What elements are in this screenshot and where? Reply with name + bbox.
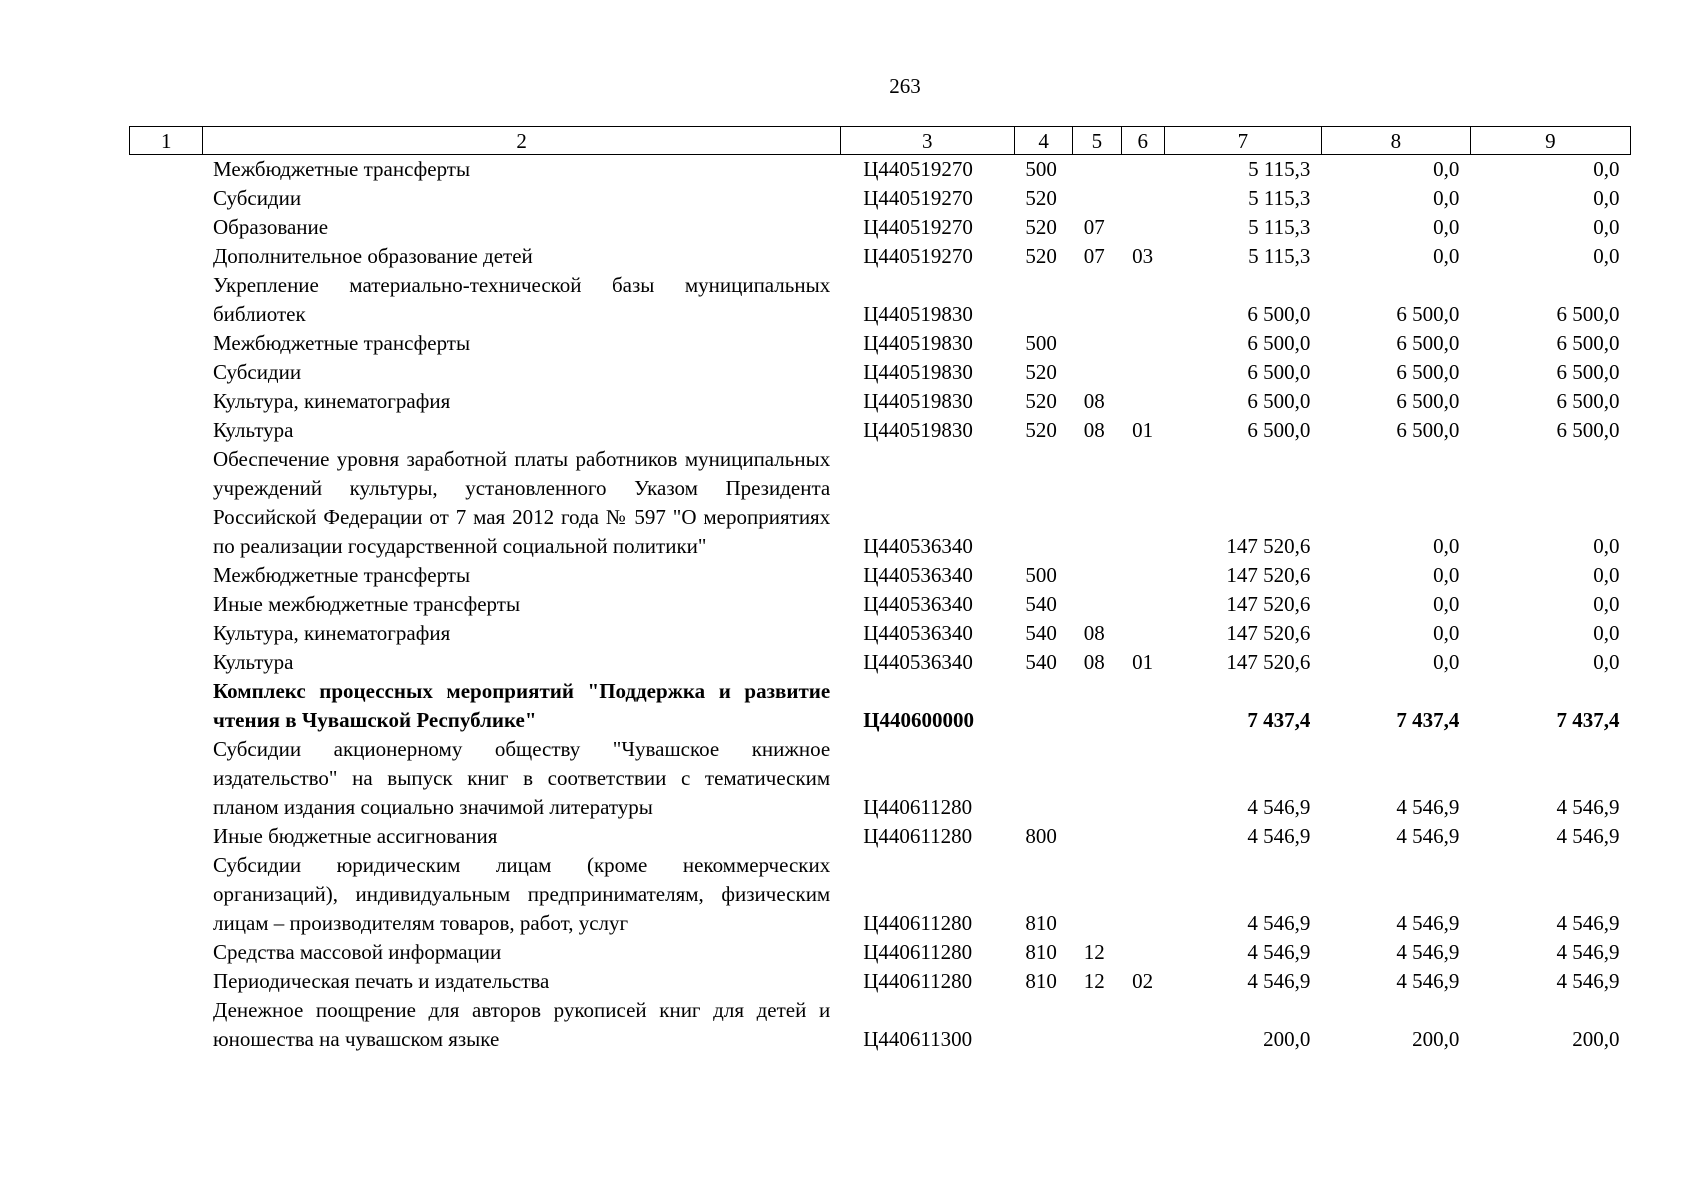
row-expense-type: 810 [1025, 940, 1057, 964]
row-code: Ц440611300 [863, 1027, 973, 1051]
cell-col-1 [130, 387, 203, 416]
cell-col-1 [130, 329, 203, 358]
row-value-7: 5 115,3 [1248, 186, 1311, 210]
row-expense-type: 520 [1025, 360, 1057, 384]
row-code: Ц440519830 [863, 389, 973, 413]
table-row [130, 967, 1631, 996]
row-value-8: 7 437,4 [1396, 708, 1460, 732]
row-value-8: 0,0 [1433, 650, 1460, 674]
row-name: Иные межбюджетные трансферты [212, 592, 521, 616]
row-subsection [1121, 590, 1164, 619]
row-code: Ц440519830 [863, 360, 973, 384]
row-section [1073, 561, 1121, 590]
row-value-9: 0,0 [1593, 157, 1620, 181]
row-value-9: 6 500,0 [1556, 389, 1620, 413]
table-row [130, 242, 1631, 271]
row-code: Ц440611280 [863, 911, 973, 935]
row-subsection [1121, 329, 1164, 358]
row-value-9: 4 546,9 [1556, 795, 1620, 819]
row-subsection [1121, 619, 1164, 648]
row-code: Ц440519830 [863, 302, 973, 326]
header-col-4: 4 [1014, 127, 1072, 155]
row-section [1073, 445, 1121, 561]
row-code: Ц440519830 [863, 418, 973, 442]
header-col-5: 5 [1073, 127, 1121, 155]
row-value-9: 7 437,4 [1556, 708, 1620, 732]
row-expense-type: 540 [1025, 592, 1057, 616]
table-row [130, 184, 1631, 213]
row-value-8: 0,0 [1433, 186, 1460, 210]
row-name: Субсидии [212, 360, 302, 384]
row-value-8: 4 546,9 [1396, 824, 1460, 848]
row-code: Ц440519270 [863, 215, 973, 239]
row-name: Образование [212, 215, 329, 239]
row-expense-type: 520 [1025, 389, 1057, 413]
row-value-9: 4 546,9 [1556, 969, 1620, 993]
row-value-7: 147 520,6 [1226, 650, 1311, 674]
row-code: Ц440536340 [863, 534, 973, 558]
row-expense-type [1014, 996, 1072, 1054]
header-col-3: 3 [840, 127, 1014, 155]
row-code: Ц440536340 [863, 621, 973, 645]
row-section [1073, 271, 1121, 329]
row-expense-type: 520 [1025, 215, 1057, 239]
row-value-7: 4 546,9 [1247, 911, 1311, 935]
row-value-8: 4 546,9 [1396, 969, 1460, 993]
row-value-7: 6 500,0 [1247, 302, 1311, 326]
cell-col-1 [130, 822, 203, 851]
row-section [1073, 851, 1121, 938]
table-row [130, 445, 1631, 561]
row-value-9: 6 500,0 [1556, 418, 1620, 442]
table-row [130, 358, 1631, 387]
row-value-9: 4 546,9 [1556, 911, 1620, 935]
table-header [130, 127, 1631, 155]
row-section [1073, 822, 1121, 851]
row-value-7: 5 115,3 [1248, 244, 1311, 268]
row-name: Культура [212, 418, 294, 442]
header-col-1: 1 [130, 127, 203, 155]
row-value-7: 147 520,6 [1226, 563, 1311, 587]
row-expense-type: 520 [1025, 186, 1057, 210]
row-value-8: 0,0 [1433, 563, 1460, 587]
row-name: Субсидии юридическим лицам (кроме некоммерческих организаций), индивидуальным предпринимателям, физическим лицам – производителям товаров, работ, услуг [212, 853, 831, 935]
row-name: Средства массовой информации [212, 940, 502, 964]
row-subsection [1121, 213, 1164, 242]
row-code: Ц440519270 [863, 157, 973, 181]
row-value-9: 4 546,9 [1556, 824, 1620, 848]
row-section: 08 [1083, 650, 1105, 674]
row-value-7: 200,0 [1263, 1027, 1311, 1051]
row-name: Культура, кинематография [212, 621, 451, 645]
row-value-8: 4 546,9 [1396, 795, 1460, 819]
cell-col-1 [130, 184, 203, 213]
row-expense-type: 520 [1025, 418, 1057, 442]
cell-col-1 [130, 590, 203, 619]
row-code: Ц440611280 [863, 969, 973, 993]
cell-col-1 [130, 445, 203, 561]
page-number: 263 [889, 74, 921, 98]
row-code: Ц440536340 [863, 563, 973, 587]
row-subsection [1121, 851, 1164, 938]
row-section [1073, 677, 1121, 735]
row-section: 07 [1083, 244, 1105, 268]
cell-col-1 [130, 677, 203, 735]
header-col-9: 9 [1470, 127, 1630, 155]
cell-col-1 [130, 938, 203, 967]
row-value-7: 4 546,9 [1247, 940, 1311, 964]
table-row [130, 561, 1631, 590]
row-section: 12 [1083, 969, 1105, 993]
row-value-7: 147 520,6 [1226, 592, 1311, 616]
row-name: Межбюджетные трансферты [212, 563, 471, 587]
row-section [1073, 155, 1121, 185]
cell-col-1 [130, 561, 203, 590]
header-col-7: 7 [1164, 127, 1321, 155]
table-row [130, 996, 1631, 1054]
row-value-7: 5 115,3 [1248, 215, 1311, 239]
row-name: Обеспечение уровня заработной платы работников муниципальных учреждений культуры, установленного Указом Президента Российской Федерации от 7 мая 2012 года № 597 "О мероприятиях по реализации государственной социальной политики" [212, 447, 831, 558]
row-name: Комплекс процессных мероприятий "Поддержка и развитие чтения в Чувашской Республике" [212, 679, 831, 732]
row-code: Ц440611280 [863, 940, 973, 964]
row-value-7: 5 115,3 [1248, 157, 1311, 181]
row-subsection: 01 [1132, 650, 1154, 674]
row-value-7: 6 500,0 [1247, 389, 1311, 413]
row-value-8: 0,0 [1433, 534, 1460, 558]
cell-col-1 [130, 358, 203, 387]
table-row [130, 822, 1631, 851]
row-section: 12 [1083, 940, 1105, 964]
row-value-8: 200,0 [1412, 1027, 1460, 1051]
row-value-9: 0,0 [1593, 621, 1620, 645]
row-expense-type [1014, 677, 1072, 735]
row-name: Культура [212, 650, 294, 674]
row-value-8: 0,0 [1433, 592, 1460, 616]
row-name: Субсидии акционерному обществу "Чувашское книжное издательство" на выпуск книг в соответствии с тематическим планом издания социально значимой литературы [212, 737, 831, 819]
table-row [130, 677, 1631, 735]
row-value-9: 0,0 [1593, 215, 1620, 239]
cell-col-1 [130, 851, 203, 938]
row-subsection [1121, 996, 1164, 1054]
table-row [130, 735, 1631, 822]
row-value-8: 6 500,0 [1396, 331, 1460, 355]
row-value-7: 6 500,0 [1247, 360, 1311, 384]
table-row [130, 590, 1631, 619]
row-value-7: 4 546,9 [1247, 795, 1311, 819]
row-value-8: 0,0 [1433, 244, 1460, 268]
row-name: Субсидии [212, 186, 302, 210]
row-subsection [1121, 938, 1164, 967]
row-subsection [1121, 735, 1164, 822]
header-row [130, 127, 1631, 155]
row-value-8: 6 500,0 [1396, 418, 1460, 442]
table-row [130, 271, 1631, 329]
row-expense-type: 540 [1025, 650, 1057, 674]
cell-col-1 [130, 155, 203, 185]
row-expense-type [1014, 445, 1072, 561]
row-value-7: 147 520,6 [1226, 621, 1311, 645]
row-subsection [1121, 155, 1164, 185]
cell-col-1 [130, 996, 203, 1054]
row-section [1073, 358, 1121, 387]
table-row [130, 851, 1631, 938]
row-code: Ц440519270 [863, 244, 973, 268]
row-value-8: 0,0 [1433, 621, 1460, 645]
row-name: Межбюджетные трансферты [212, 157, 471, 181]
row-value-9: 6 500,0 [1556, 360, 1620, 384]
row-value-7: 6 500,0 [1247, 418, 1311, 442]
table-row [130, 387, 1631, 416]
row-name: Укрепление материально-технической базы муниципальных библиотек [212, 273, 831, 326]
row-subsection [1121, 358, 1164, 387]
row-value-9: 0,0 [1593, 650, 1620, 674]
cell-col-1 [130, 271, 203, 329]
row-value-7: 147 520,6 [1226, 534, 1311, 558]
cell-col-1 [130, 619, 203, 648]
table-row [130, 619, 1631, 648]
cell-col-1 [130, 967, 203, 996]
row-code: Ц440536340 [863, 592, 973, 616]
table-row [130, 329, 1631, 358]
row-name: Дополнительное образование детей [212, 244, 533, 268]
row-code: Ц440611280 [863, 795, 973, 819]
row-section: 08 [1083, 418, 1105, 442]
row-section: 08 [1083, 621, 1105, 645]
row-code: Ц440611280 [863, 824, 973, 848]
row-expense-type: 500 [1025, 331, 1057, 355]
row-expense-type [1014, 735, 1072, 822]
row-subsection [1121, 561, 1164, 590]
row-subsection [1121, 271, 1164, 329]
row-value-8: 0,0 [1433, 215, 1460, 239]
row-value-9: 4 546,9 [1556, 940, 1620, 964]
row-subsection [1121, 822, 1164, 851]
row-name: Денежное поощрение для авторов рукописей книг для детей и юношества на чувашском языке [212, 998, 831, 1051]
row-name: Иные бюджетные ассигнования [212, 824, 498, 848]
row-value-9: 6 500,0 [1556, 331, 1620, 355]
row-value-7: 6 500,0 [1247, 331, 1311, 355]
cell-col-1 [130, 416, 203, 445]
table-row [130, 213, 1631, 242]
row-value-9: 0,0 [1593, 534, 1620, 558]
row-value-8: 6 500,0 [1396, 389, 1460, 413]
cell-col-1 [130, 735, 203, 822]
row-value-9: 0,0 [1593, 592, 1620, 616]
row-expense-type [1014, 271, 1072, 329]
cell-col-1 [130, 242, 203, 271]
row-subsection: 03 [1132, 244, 1154, 268]
row-expense-type: 520 [1025, 244, 1057, 268]
row-subsection [1121, 184, 1164, 213]
table-body [130, 155, 1631, 1055]
row-section [1073, 996, 1121, 1054]
row-value-9: 200,0 [1572, 1027, 1620, 1051]
row-name: Культура, кинематография [212, 389, 451, 413]
row-section [1073, 184, 1121, 213]
row-section: 08 [1083, 389, 1105, 413]
row-expense-type: 500 [1025, 563, 1057, 587]
row-value-8: 0,0 [1433, 157, 1460, 181]
row-subsection: 02 [1132, 969, 1154, 993]
header-col-6: 6 [1121, 127, 1164, 155]
budget-table [129, 126, 1631, 1054]
row-name: Межбюджетные трансферты [212, 331, 471, 355]
row-subsection: 01 [1132, 418, 1154, 442]
row-expense-type: 810 [1025, 969, 1057, 993]
row-expense-type: 500 [1025, 157, 1057, 181]
cell-col-1 [130, 648, 203, 677]
row-section [1073, 329, 1121, 358]
row-section [1073, 735, 1121, 822]
row-expense-type: 800 [1025, 824, 1057, 848]
row-code: Ц440519270 [863, 186, 973, 210]
row-subsection [1121, 387, 1164, 416]
row-value-9: 0,0 [1593, 563, 1620, 587]
row-code: Ц440536340 [863, 650, 973, 674]
row-value-9: 0,0 [1593, 186, 1620, 210]
header-col-2: 2 [203, 127, 840, 155]
row-section: 07 [1083, 215, 1105, 239]
row-value-8: 4 546,9 [1396, 940, 1460, 964]
row-value-7: 4 546,9 [1247, 969, 1311, 993]
row-subsection [1121, 677, 1164, 735]
row-code: Ц440519830 [863, 331, 973, 355]
row-value-7: 7 437,4 [1247, 708, 1311, 732]
header-col-8: 8 [1321, 127, 1470, 155]
row-code: Ц440600000 [863, 708, 975, 732]
row-value-8: 6 500,0 [1396, 302, 1460, 326]
row-expense-type: 810 [1025, 911, 1057, 935]
table-row [130, 648, 1631, 677]
row-value-9: 0,0 [1593, 244, 1620, 268]
table-row [130, 416, 1631, 445]
row-section [1073, 590, 1121, 619]
table-row [130, 155, 1631, 185]
row-value-8: 4 546,9 [1396, 911, 1460, 935]
row-expense-type: 540 [1025, 621, 1057, 645]
row-value-8: 6 500,0 [1396, 360, 1460, 384]
row-value-7: 4 546,9 [1247, 824, 1311, 848]
row-subsection [1121, 445, 1164, 561]
table-row [130, 938, 1631, 967]
cell-col-1 [130, 213, 203, 242]
row-name: Периодическая печать и издательства [212, 969, 550, 993]
row-value-9: 6 500,0 [1556, 302, 1620, 326]
